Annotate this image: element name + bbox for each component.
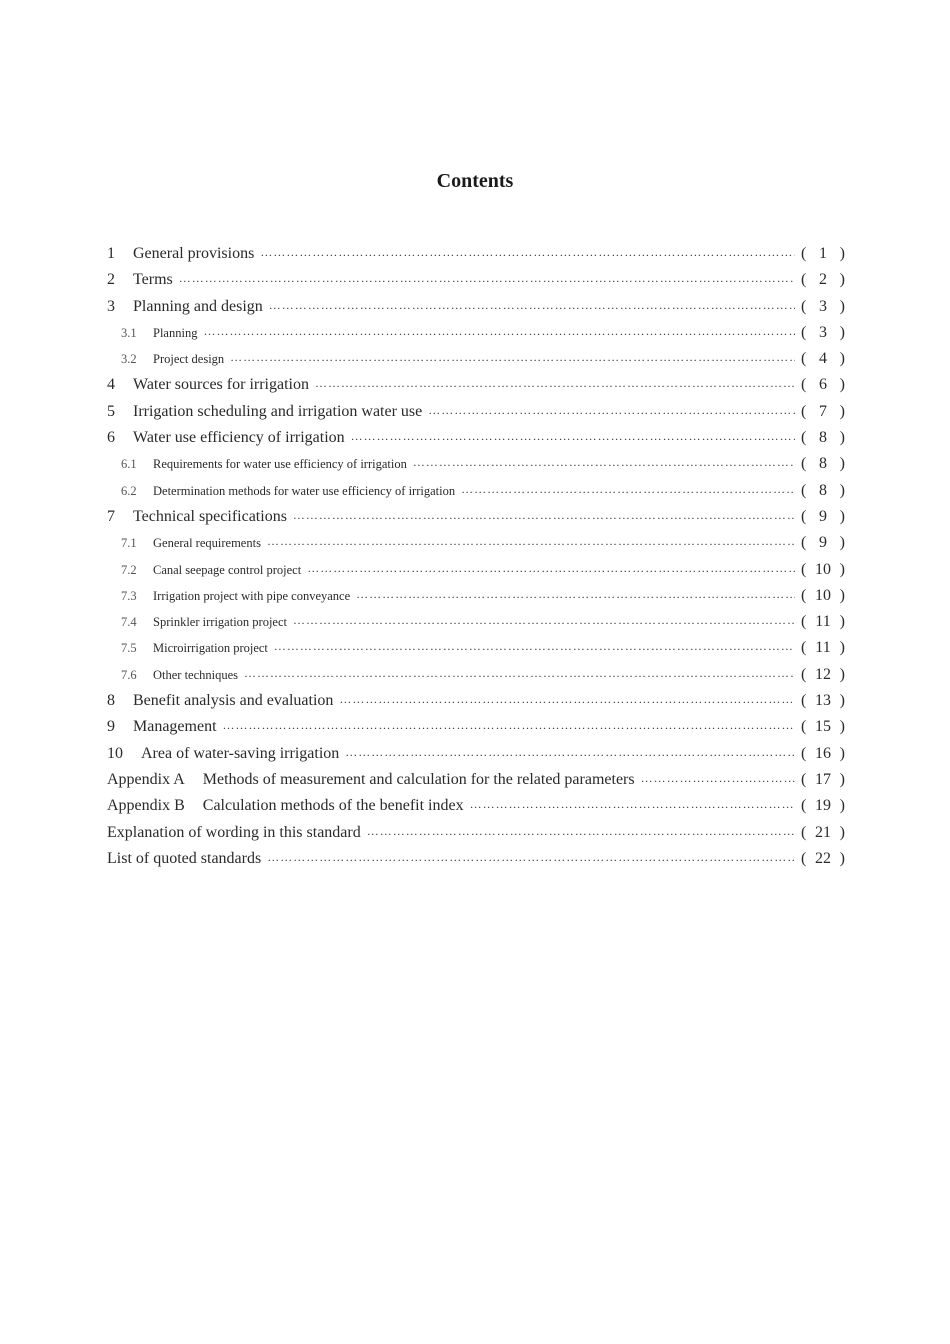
toc-subentry	[107, 324, 845, 350]
toc-entry-title: Methods of measurement and calculation for the related parameters	[202, 770, 635, 788]
toc-entry-number: 6.2	[121, 483, 137, 498]
toc-entry-title: Planning and design	[133, 297, 263, 315]
toc-subentry	[107, 666, 845, 692]
toc-entry-title: Planning	[153, 325, 198, 340]
toc-entry-page: ( 3 )	[801, 323, 845, 341]
toc-entry-number: 7.2	[121, 562, 137, 577]
table-of-contents	[107, 245, 845, 876]
toc-subentry	[107, 482, 845, 508]
dot-leader	[269, 298, 795, 313]
dot-leader	[260, 245, 795, 260]
toc-entry-title: Project design	[153, 352, 225, 367]
toc-entry-number: 3.1	[121, 325, 137, 340]
toc-entry-page: ( 21 )	[801, 823, 845, 841]
dot-leader	[307, 561, 795, 576]
toc-subentry	[107, 455, 845, 481]
dot-leader	[470, 797, 795, 812]
toc-entry-title: Technical specifications	[133, 507, 287, 525]
toc-entry-number: 6.1	[121, 457, 137, 472]
toc-entry-page: ( 6 )	[801, 376, 845, 394]
toc-entry-page: ( 8 )	[801, 481, 845, 499]
toc-entry-number: 7.6	[121, 667, 137, 682]
toc-entry	[107, 429, 845, 455]
dot-leader	[351, 429, 795, 444]
dot-leader	[367, 824, 795, 839]
page-title: Contents	[436, 170, 514, 192]
toc-entry-number: 6	[107, 429, 115, 447]
toc-entry	[107, 376, 845, 402]
toc-entry-number: 7	[107, 507, 115, 525]
toc-entry-title: Calculation methods of the benefit index	[202, 797, 464, 815]
dot-leader	[267, 534, 795, 549]
toc-entry	[107, 745, 845, 771]
dot-leader	[461, 482, 795, 497]
dot-leader	[223, 718, 795, 733]
toc-appendix-entry	[107, 797, 845, 823]
toc-entry	[107, 298, 845, 324]
toc-entry	[107, 718, 845, 744]
toc-entry-number: 3.2	[121, 352, 137, 367]
dot-leader	[428, 403, 795, 418]
toc-entry-page: ( 7 )	[801, 402, 845, 420]
toc-entry-page: ( 8 )	[801, 429, 845, 447]
toc-entry-title: Water sources for irrigation	[133, 376, 309, 394]
dot-leader	[244, 666, 795, 681]
dot-leader	[641, 771, 795, 786]
toc-entry-page: ( 1 )	[801, 245, 845, 262]
toc-entry-title: Sprinkler irrigation project	[153, 615, 287, 630]
toc-entry-number: 10	[107, 744, 123, 762]
toc-entry	[107, 508, 845, 534]
toc-entry-title: Irrigation scheduling and irrigation water use	[133, 402, 423, 420]
toc-entry-number: Appendix A	[107, 770, 185, 788]
toc-entry-number: 7.4	[121, 615, 137, 630]
dot-leader	[345, 745, 795, 760]
toc-subentry	[107, 561, 845, 587]
toc-entry-page: ( 10 )	[801, 586, 845, 604]
toc-entry-title: Microirrigation project	[153, 641, 268, 656]
toc-entry-number: 4	[107, 376, 115, 394]
toc-entry-number: 3	[107, 297, 115, 315]
toc-entry-number: 7.5	[121, 641, 137, 656]
dot-leader	[203, 324, 795, 339]
toc-entry-page: ( 9 )	[801, 534, 845, 552]
toc-subentry	[107, 639, 845, 665]
toc-entry-title: Canal seepage control project	[153, 562, 302, 577]
dot-leader	[267, 850, 795, 865]
toc-entry	[107, 850, 845, 876]
toc-entry-number: 7.3	[121, 588, 137, 603]
toc-subentry	[107, 534, 845, 560]
toc-entry-title: General requirements	[153, 536, 261, 551]
dot-leader	[274, 639, 795, 654]
toc-entry-title: Requirements for water use efficiency of irrigation	[153, 457, 407, 472]
toc-entry	[107, 403, 845, 429]
toc-entry-number: Appendix B	[107, 797, 185, 815]
toc-entry-number: 1	[107, 245, 115, 262]
toc-entry-page: ( 9 )	[801, 507, 845, 525]
toc-entry-page: ( 17 )	[801, 770, 845, 788]
dot-leader	[315, 376, 795, 391]
toc-entry	[107, 245, 845, 271]
dot-leader	[339, 692, 795, 707]
toc-subentry	[107, 587, 845, 613]
toc-entry-page: ( 4 )	[801, 350, 845, 368]
toc-entry-page: ( 13 )	[801, 692, 845, 710]
toc-entry-page: ( 16 )	[801, 744, 845, 762]
toc-entry-page: ( 11 )	[801, 639, 845, 657]
toc-entry-number: 8	[107, 692, 115, 710]
toc-entry-number: 9	[107, 718, 115, 736]
toc-entry-title: Water use efficiency of irrigation	[133, 429, 345, 447]
toc-entry-title: Determination methods for water use efficiency of irrigation	[153, 483, 456, 498]
dot-leader	[293, 508, 795, 523]
toc-entry-page: ( 11 )	[801, 613, 845, 631]
dot-leader	[413, 455, 795, 470]
toc-entry	[107, 824, 845, 850]
toc-entry-title: List of quoted standards	[107, 849, 262, 867]
toc-entry-page: ( 8 )	[801, 455, 845, 473]
toc-entry-title: Terms	[133, 271, 173, 289]
toc-appendix-entry	[107, 771, 845, 797]
toc-entry-page: ( 22 )	[801, 849, 845, 867]
toc-entry-number: 2	[107, 271, 115, 289]
dot-leader	[293, 613, 795, 628]
dot-leader	[230, 350, 795, 365]
dot-leader	[179, 271, 795, 286]
toc-entry-page: ( 15 )	[801, 718, 845, 736]
toc-entry-page: ( 2 )	[801, 271, 845, 289]
toc-entry-title: Management	[133, 718, 217, 736]
toc-entry-number: 5	[107, 402, 115, 420]
toc-subentry	[107, 350, 845, 376]
toc-entry-title: Irrigation project with pipe conveyance	[153, 588, 351, 603]
toc-entry-page: ( 12 )	[801, 665, 845, 683]
toc-subentry	[107, 613, 845, 639]
toc-entry-title: General provisions	[133, 245, 255, 262]
toc-entry-page: ( 10 )	[801, 560, 845, 578]
toc-entry	[107, 271, 845, 297]
toc-entry-title: Explanation of wording in this standard	[107, 823, 361, 841]
toc-entry-page: ( 3 )	[801, 297, 845, 315]
dot-leader	[356, 587, 795, 602]
toc-entry-number: 7.1	[121, 536, 137, 551]
toc-entry-title: Benefit analysis and evaluation	[133, 692, 334, 710]
toc-entry-title: Other techniques	[153, 667, 239, 682]
toc-entry-page: ( 19 )	[801, 797, 845, 815]
toc-entry	[107, 692, 845, 718]
toc-entry-title: Area of water-saving irrigation	[141, 744, 340, 762]
